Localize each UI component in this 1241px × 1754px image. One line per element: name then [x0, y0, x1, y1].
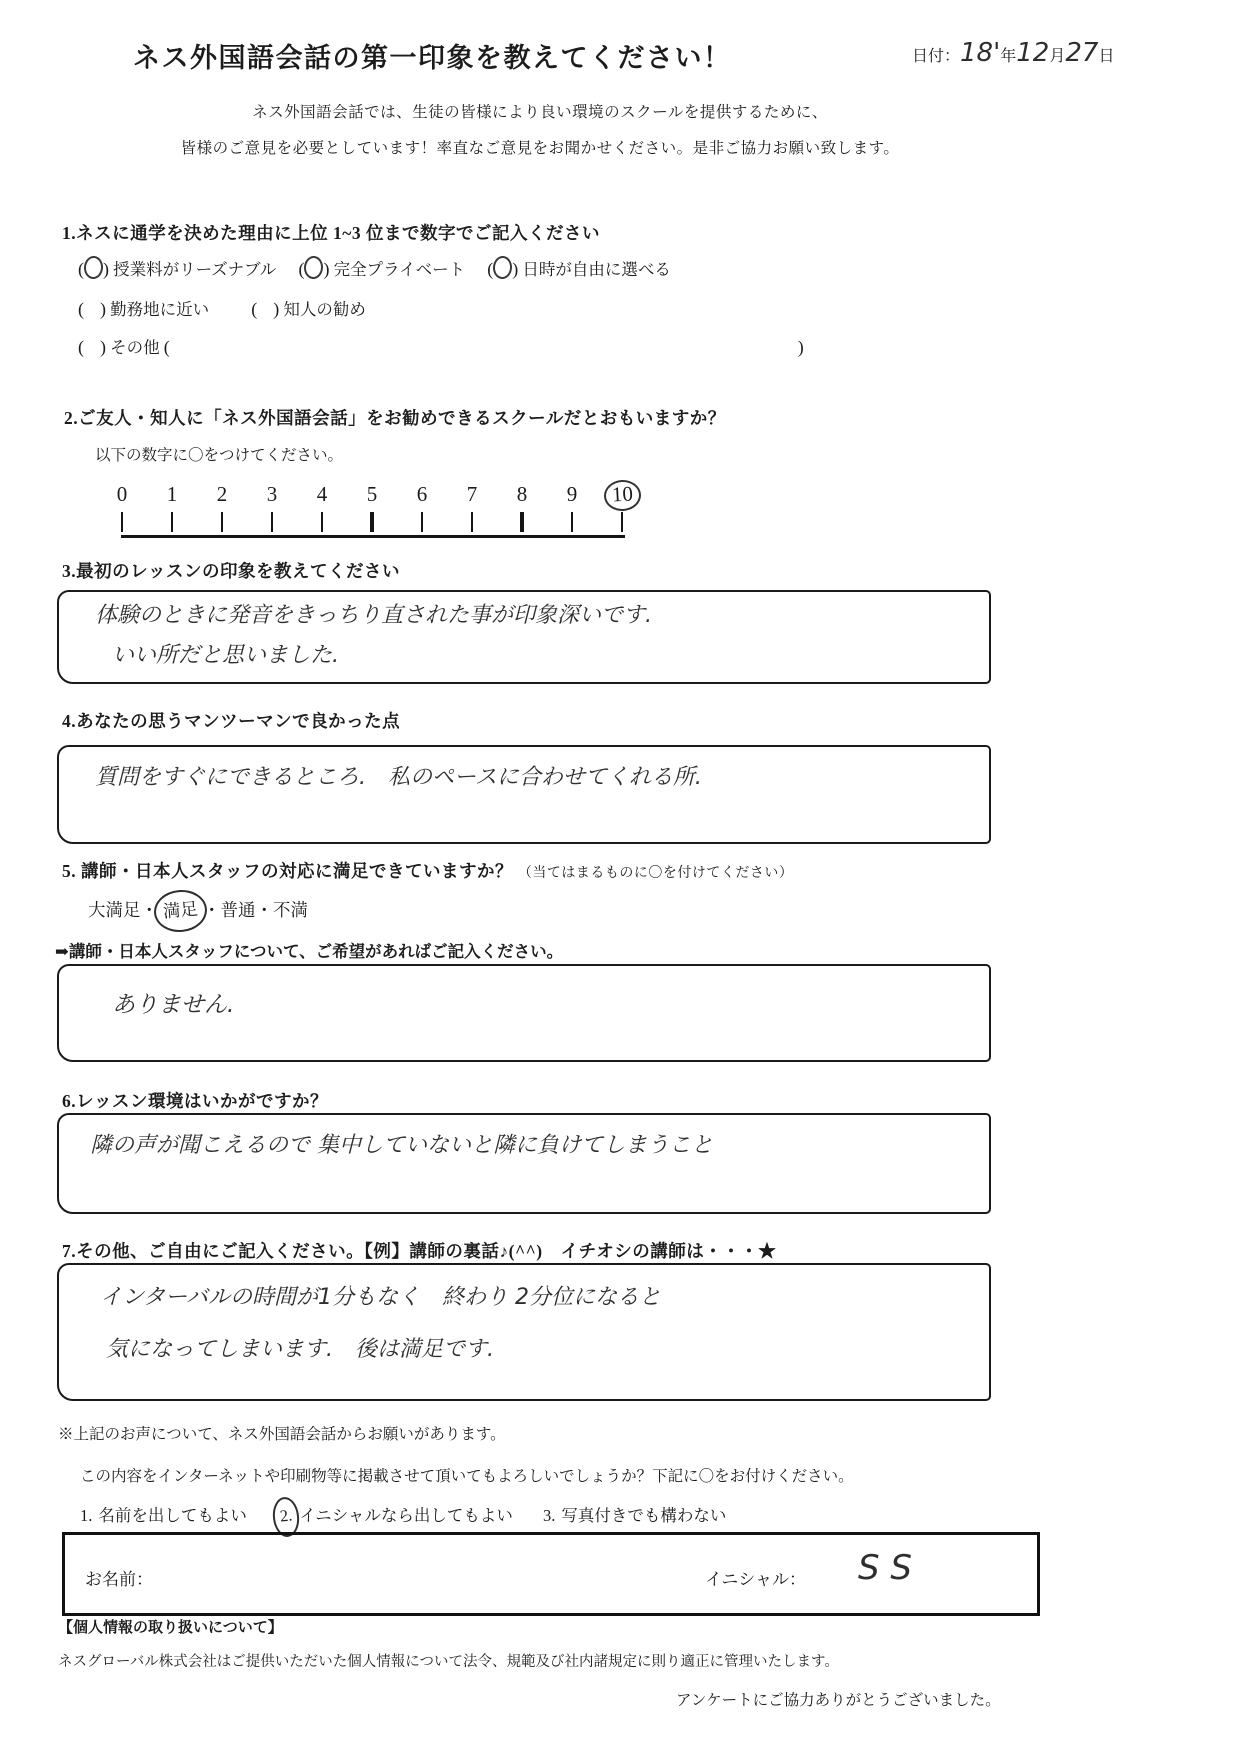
q1-option-label: 日時が自由に選べる — [522, 260, 671, 279]
q1-option: ( ) 完全プライベート — [298, 260, 465, 279]
scale-tick — [221, 512, 223, 532]
rating-scale — [97, 482, 657, 542]
q1-option-other: ( ) その他 ( ) — [78, 337, 804, 357]
q1-option: ( ) 日時が自由に選べる — [487, 260, 671, 279]
consent-option: 3. 写真付きでも構わない — [543, 1506, 727, 1525]
date-day-unit: 日 — [1098, 48, 1115, 65]
scale-tick — [321, 512, 323, 532]
q5-choice-selected: 満足 — [162, 898, 199, 922]
scale-number: 1 — [166, 482, 178, 506]
handwritten-circle-mark — [83, 255, 104, 279]
handwritten-circle-mark: 10 — [603, 479, 642, 512]
q1-option-label: 授業料がリーズナブル — [113, 260, 277, 279]
scale-number: 9 — [566, 482, 578, 506]
handwritten-circle-mark — [492, 255, 513, 279]
q1-option-label: 知人の勧め — [283, 300, 366, 319]
q1-other-label: その他 — [110, 338, 160, 357]
handwritten-circle-mark: 2. — [271, 1496, 301, 1539]
date-month-handwritten: 12 — [1016, 38, 1050, 68]
scale-tick — [520, 512, 524, 532]
scale-number: 0 — [116, 482, 128, 506]
q7-heading: 7.その他、ご自由にご記入ください。【例】講師の裏話♪(^^) イチオシの講師は・・・★ — [62, 1241, 777, 1261]
consent-note: ※上記のお声について、ネス外国語会話からお願いがあります。 — [58, 1426, 506, 1443]
q5-satisfaction-choices: 大満足・ 満足 ・普通・不満 — [88, 896, 308, 926]
scale-number: 8 — [516, 482, 528, 506]
q6-heading: 6.レッスン環境はいかがですか？ — [62, 1091, 328, 1111]
privacy-text: ネスグローバル株式会社はご提供いただいた個人情報について法令、規範及び社内諸規定に則り適正に管理いたします。 — [58, 1654, 839, 1670]
q2-instruction: 以下の数字に〇をつけてください。 — [95, 447, 344, 464]
scale-number: 7 — [466, 482, 478, 506]
scale-tick — [471, 512, 473, 532]
initial-label: イニシャル： — [705, 1570, 806, 1589]
q3-handwritten-answer-line2: いい所だと思いました. — [112, 643, 339, 668]
q2-heading: 2.ご友人・知人に「ネス外国語会話」をお勧めできるスクールだとおもいますか？ — [64, 408, 726, 428]
consent-question: この内容をインターネットや印刷物等に掲載させて頂いてもよろしいでしょうか？下記に〇をお付けください。 — [80, 1468, 854, 1485]
q5-choice: 不満 — [273, 900, 308, 920]
q1-option-label: 完全プライベート — [333, 260, 466, 279]
date-field — [912, 40, 1114, 66]
scale-tick — [571, 512, 573, 532]
consent-option-selected: 2. イニシャルなら出してもよい — [277, 1506, 513, 1525]
handwritten-circle-mark — [304, 255, 325, 279]
q1-option-label: 勤務地に近い — [110, 300, 210, 319]
page-title: ネス外国語会話の第一印象を教えてください！ — [133, 43, 732, 73]
scale-ticks — [97, 512, 657, 537]
scale-tick — [421, 512, 423, 532]
q5-heading-note: （当てはまるものに〇を付けてください） — [517, 866, 794, 881]
scale-numbers — [97, 482, 657, 511]
thanks-message: アンケートにご協力ありがとうございました。 — [676, 1692, 1001, 1709]
q1-option: ( ) 知人の勧め — [251, 299, 366, 319]
scale-number: 4 — [316, 482, 328, 506]
scale-tick — [621, 512, 623, 532]
q1-options-row2 — [78, 296, 384, 320]
arrow-icon: ➡ — [55, 942, 69, 961]
intro-line-2: 皆様のご意見を必要としています！率直なご意見をお聞かせください。是非ご協力お願い致します。 — [180, 140, 900, 157]
handwritten-circle-mark — [152, 888, 208, 934]
q1-option: ( ) 勤務地に近い — [78, 299, 210, 319]
scale-tick — [370, 512, 374, 532]
scale-number: 2 — [216, 482, 228, 506]
scale-number: 5 — [366, 482, 378, 506]
scale-baseline — [121, 535, 625, 538]
q3-handwritten-answer-line1: 体験のときに発音をきっちり直された事が印象深いです. — [95, 603, 652, 628]
q1-option: ( ) 授業料がリーズナブル — [78, 260, 276, 279]
q3-heading: 3.最初のレッスンの印象を教えてください — [62, 561, 400, 581]
q5-followup: ➡講師・日本人スタッフについて、ご希望があればご記入ください。 — [55, 942, 564, 961]
q5-choice: 大満足 — [88, 900, 141, 920]
consent-options — [80, 1502, 752, 1529]
scale-tick — [171, 512, 173, 532]
q5-heading: 5. 講師・日本人スタッフの対応に満足できていますか？ （当てはまるものに〇を付けてください） — [62, 861, 794, 881]
privacy-title: 【個人情報の取り扱いについて】 — [58, 1620, 283, 1636]
intro-line-1: ネス外国語会話では、生徒の皆様により良い環境のスクールを提供するために、 — [252, 104, 828, 121]
q5-choice: 普通 — [220, 900, 256, 920]
date-label: 日付： — [912, 48, 961, 65]
date-year-unit: 年 — [1000, 48, 1017, 65]
q1-options-row1 — [78, 256, 689, 280]
consent-option: 1. 名前を出してもよい — [80, 1506, 247, 1525]
name-label: お名前： — [85, 1570, 153, 1589]
scale-number: 6 — [416, 482, 428, 506]
initial-handwritten-value: SS — [858, 1548, 924, 1588]
scale-number: 3 — [266, 482, 278, 506]
scale-tick — [271, 512, 273, 532]
date-year-handwritten: 18' — [960, 38, 1001, 68]
q7-handwritten-answer-line2: 気になってしまいます. 後は満足です. — [106, 1337, 494, 1362]
q1-heading: 1.ネスに通学を決めた理由に上位 1~3 位まで数字でご記入ください — [62, 223, 600, 243]
date-month-unit: 月 — [1049, 48, 1066, 65]
date-day-handwritten: 27 — [1065, 38, 1099, 68]
q4-handwritten-answer: 質問をすぐにできるところ. 私のペースに合わせてくれる所. — [95, 765, 702, 790]
scale-number-selected — [597, 482, 647, 511]
q4-heading: 4.あなたの思うマンツーマンで良かった点 — [62, 711, 401, 731]
q7-handwritten-answer-line1: インターバルの時間が1分もなく 終わり 2分位になると — [100, 1285, 662, 1310]
scale-tick — [121, 512, 123, 532]
q5-handwritten-answer: ありません. — [112, 992, 235, 1018]
q6-handwritten-answer: 隣の声が聞こえるので 集中していないと隣に負けてしまうこと — [90, 1133, 713, 1158]
